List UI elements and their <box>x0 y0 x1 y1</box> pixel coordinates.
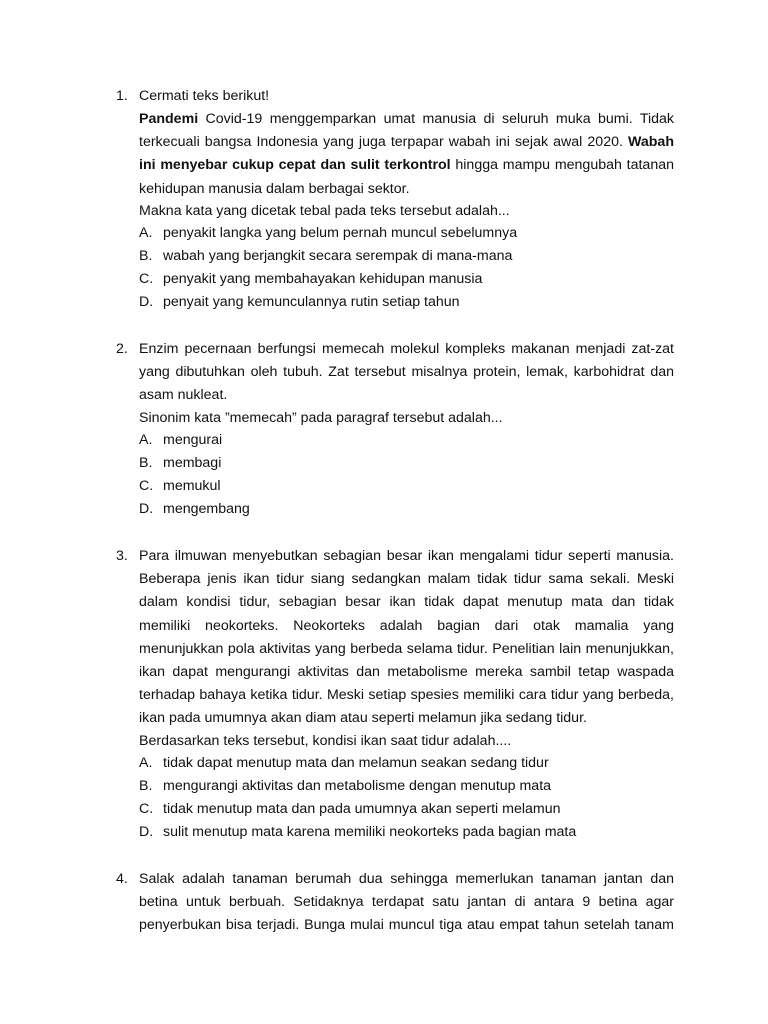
option-text: penyakit langka yang belum pernah muncul sebelumnya <box>163 225 518 241</box>
question-intro: Cermati teks berikut! <box>139 88 270 104</box>
question-number: 2. <box>116 341 128 357</box>
question-prompt: Makna kata yang dicetak tebal pada teks tersebut adalah... <box>139 203 510 219</box>
question-number: 1. <box>116 88 128 104</box>
option-c <box>139 798 674 821</box>
question-prompt: Berdasarkan teks tersebut, kondisi ikan saat tidur adalah.... <box>139 733 512 749</box>
option-text: sulit menutup mata karena memiliki neokorteks pada bagian mata <box>163 824 577 840</box>
option-text: mengurangi aktivitas dan metabolisme dengan menutup mata <box>163 778 552 794</box>
option-letter: A. <box>139 755 153 771</box>
option-c <box>139 475 674 498</box>
option-text: mengurai <box>163 432 223 448</box>
option-a <box>139 429 674 452</box>
question-paragraph: Enzim pecernaan berfungsi memecah molekul kompleks makanan menjadi zat-zat yang dibutuhkan oleh tubuh. Zat tersebut misalnya protein, lemak, karbohidrat dan asam nukleat. <box>139 341 674 404</box>
option-a <box>139 752 674 775</box>
option-text: mengembang <box>163 501 250 517</box>
option-text: tidak menutup mata dan pada umumnya akan seperti melamun <box>163 801 561 817</box>
option-letter: B. <box>139 248 153 264</box>
question-number: 3. <box>116 548 128 564</box>
question-number: 4. <box>116 871 128 887</box>
option-letter: C. <box>139 478 154 494</box>
option-letter: B. <box>139 778 153 794</box>
option-letter: D. <box>139 294 154 310</box>
option-letter: D. <box>139 501 154 517</box>
option-letter: C. <box>139 271 154 287</box>
option-b <box>139 775 674 798</box>
option-text: memukul <box>163 478 221 494</box>
option-text: penyait yang kemunculannya rutin setiap tahun <box>163 294 460 310</box>
option-d <box>139 498 674 521</box>
option-d <box>139 821 674 844</box>
option-b <box>139 245 674 268</box>
option-letter: D. <box>139 824 154 840</box>
option-c <box>139 268 674 291</box>
option-text: penyakit yang membahayakan kehidupan manusia <box>163 271 483 287</box>
paragraph-text: Covid-19 menggemparkan umat manusia di seluruh muka bumi. Tidak terkecuali bangsa Indonesia yang juga terpapar wabah ini sejak awal 2020. <box>139 111 674 151</box>
option-text: tidak dapat menutup mata dan melamun seakan sedang tidur <box>163 755 549 771</box>
bold-phrase: Wabah ini menyebar cukup cepat dan sulit terkontrol <box>139 134 674 174</box>
bold-term: Pandemi <box>139 111 199 127</box>
option-b <box>139 452 674 475</box>
question-paragraph: Salak adalah tanaman berumah dua sehingga memerlukan tanaman jantan dan betina untuk berbuah. Setidaknya terdapat satu jantan di antara 9 betina agar penyerbukan bisa terjadi. Bunga mulai muncul tiga atau empat tahun setelah tanam <box>139 871 674 934</box>
option-text: membagi <box>163 455 222 471</box>
option-letter: A. <box>139 225 153 241</box>
option-letter: B. <box>139 455 153 471</box>
question-paragraph: Para ilmuwan menyebutkan sebagian besar ikan mengalami tidur seperti manusia. Beberapa jenis ikan tidur siang sedangkan malam tidak tidur sama sekali. Meski dalam kondisi tidur, sebagian besar ikan tidak dapat menutup mata dan tidak memiliki neokorteks. Neokorteks adalah bagian dari otak mamalia yang menunjukkan pola aktivitas yang berbeda selama tidur. Penelitian lain menunjukkan, ikan dapat mengurangi aktivitas dan metabolisme mereka sambil tetap waspada terhadap bahaya ketika tidur. Meski setiap spesies memiliki cara tidur yang berbeda, ikan pada umumnya akan diam atau seperti melamun jika sedang tidur. <box>139 548 674 727</box>
option-letter: C. <box>139 801 154 817</box>
option-letter: A. <box>139 432 153 448</box>
option-text: wabah yang berjangkit secara serempak di mana-mana <box>163 248 513 264</box>
paragraph-text: hingga mampu mengubah tatanan kehidupan manusia dalam berbagai sektor. <box>139 157 674 197</box>
option-d <box>139 291 674 314</box>
question-prompt: Sinonim kata ”memecah” pada paragraf tersebut adalah... <box>139 410 503 426</box>
question-paragraph <box>139 108 674 201</box>
option-a <box>139 222 674 245</box>
